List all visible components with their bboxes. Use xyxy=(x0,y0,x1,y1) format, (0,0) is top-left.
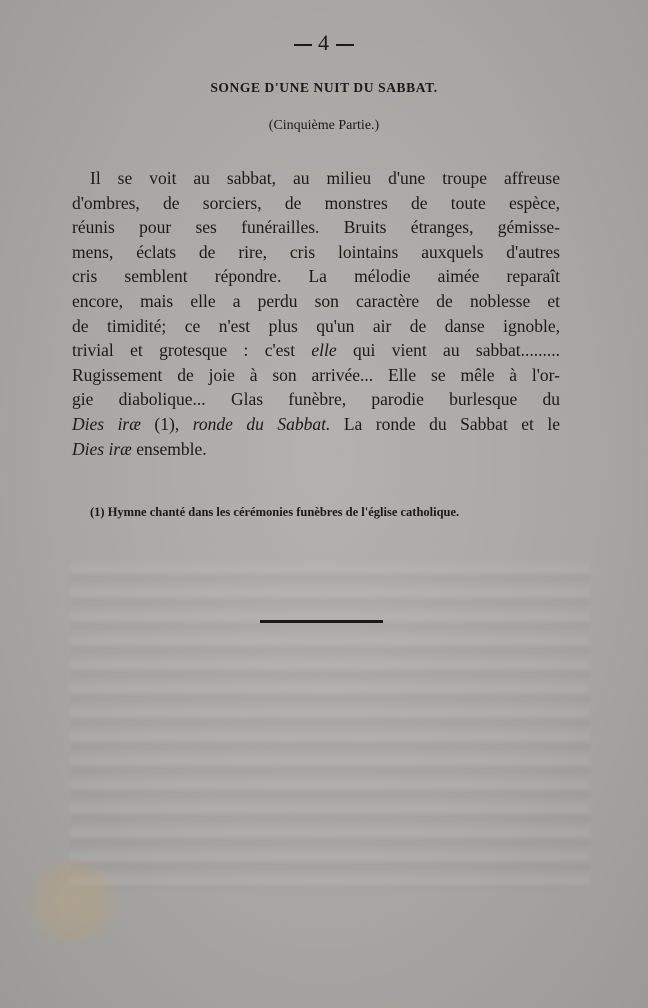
body-paragraph xyxy=(72,166,560,461)
dash-right xyxy=(336,44,354,46)
body-line: d'ombres, de sorciers, de monstres de toute espèce, xyxy=(72,192,560,213)
body-line: cris semblent répondre. La mélodie aimée reparaît xyxy=(72,266,560,287)
body-text-segment: (1), xyxy=(140,413,193,434)
body-text-segment: qui vient au sabbat......... xyxy=(336,340,560,361)
body-line: mens, éclats de rire, cris lointains auxquels d'autres xyxy=(72,241,560,262)
body-line xyxy=(72,338,560,363)
footnote: (1) Hymne chanté dans les cérémonies funèbres de l'église catholique. xyxy=(90,505,460,519)
paper-stain xyxy=(26,860,120,942)
body-line: Rugissement de joie à son arrivée... Elle se mêle à l'or- xyxy=(72,364,560,385)
body-line: de timidité; ce n'est plus qu'un air de danse ignoble, xyxy=(72,315,560,336)
body-line xyxy=(72,412,560,437)
dash-left xyxy=(294,44,312,46)
body-line: encore, mais elle a perdu son caractère de noblesse et xyxy=(72,290,560,311)
body-italic: ronde du Sabbat. xyxy=(192,413,331,434)
section-title: SONGE D'UNE NUIT DU SABBAT. xyxy=(210,80,438,95)
page-number-value: 4 xyxy=(318,30,330,55)
horizontal-rule xyxy=(260,620,383,623)
body-text-segment: trivial et grotesque : c'est xyxy=(72,340,312,361)
body-italic: Dies iræ xyxy=(72,438,132,459)
paper-texture xyxy=(70,560,590,890)
page-number xyxy=(0,30,648,56)
body-text-segment: ensemble. xyxy=(131,438,207,459)
body-italic: Dies iræ xyxy=(72,413,141,434)
body-line: Il se voit au sabbat, au milieu d'une troupe affreuse xyxy=(90,168,560,188)
body-line: réunis pour ses funérailles. Bruits étranges, gémisse- xyxy=(72,217,560,238)
body-line xyxy=(72,437,560,462)
body-line: gie diabolique... Glas funèbre, parodie burlesque du xyxy=(72,389,560,410)
section-subtitle: (Cinquième Partie.) xyxy=(268,118,380,133)
body-italic: elle xyxy=(311,340,337,361)
body-text-segment: La ronde du Sabbat et le xyxy=(330,413,560,434)
